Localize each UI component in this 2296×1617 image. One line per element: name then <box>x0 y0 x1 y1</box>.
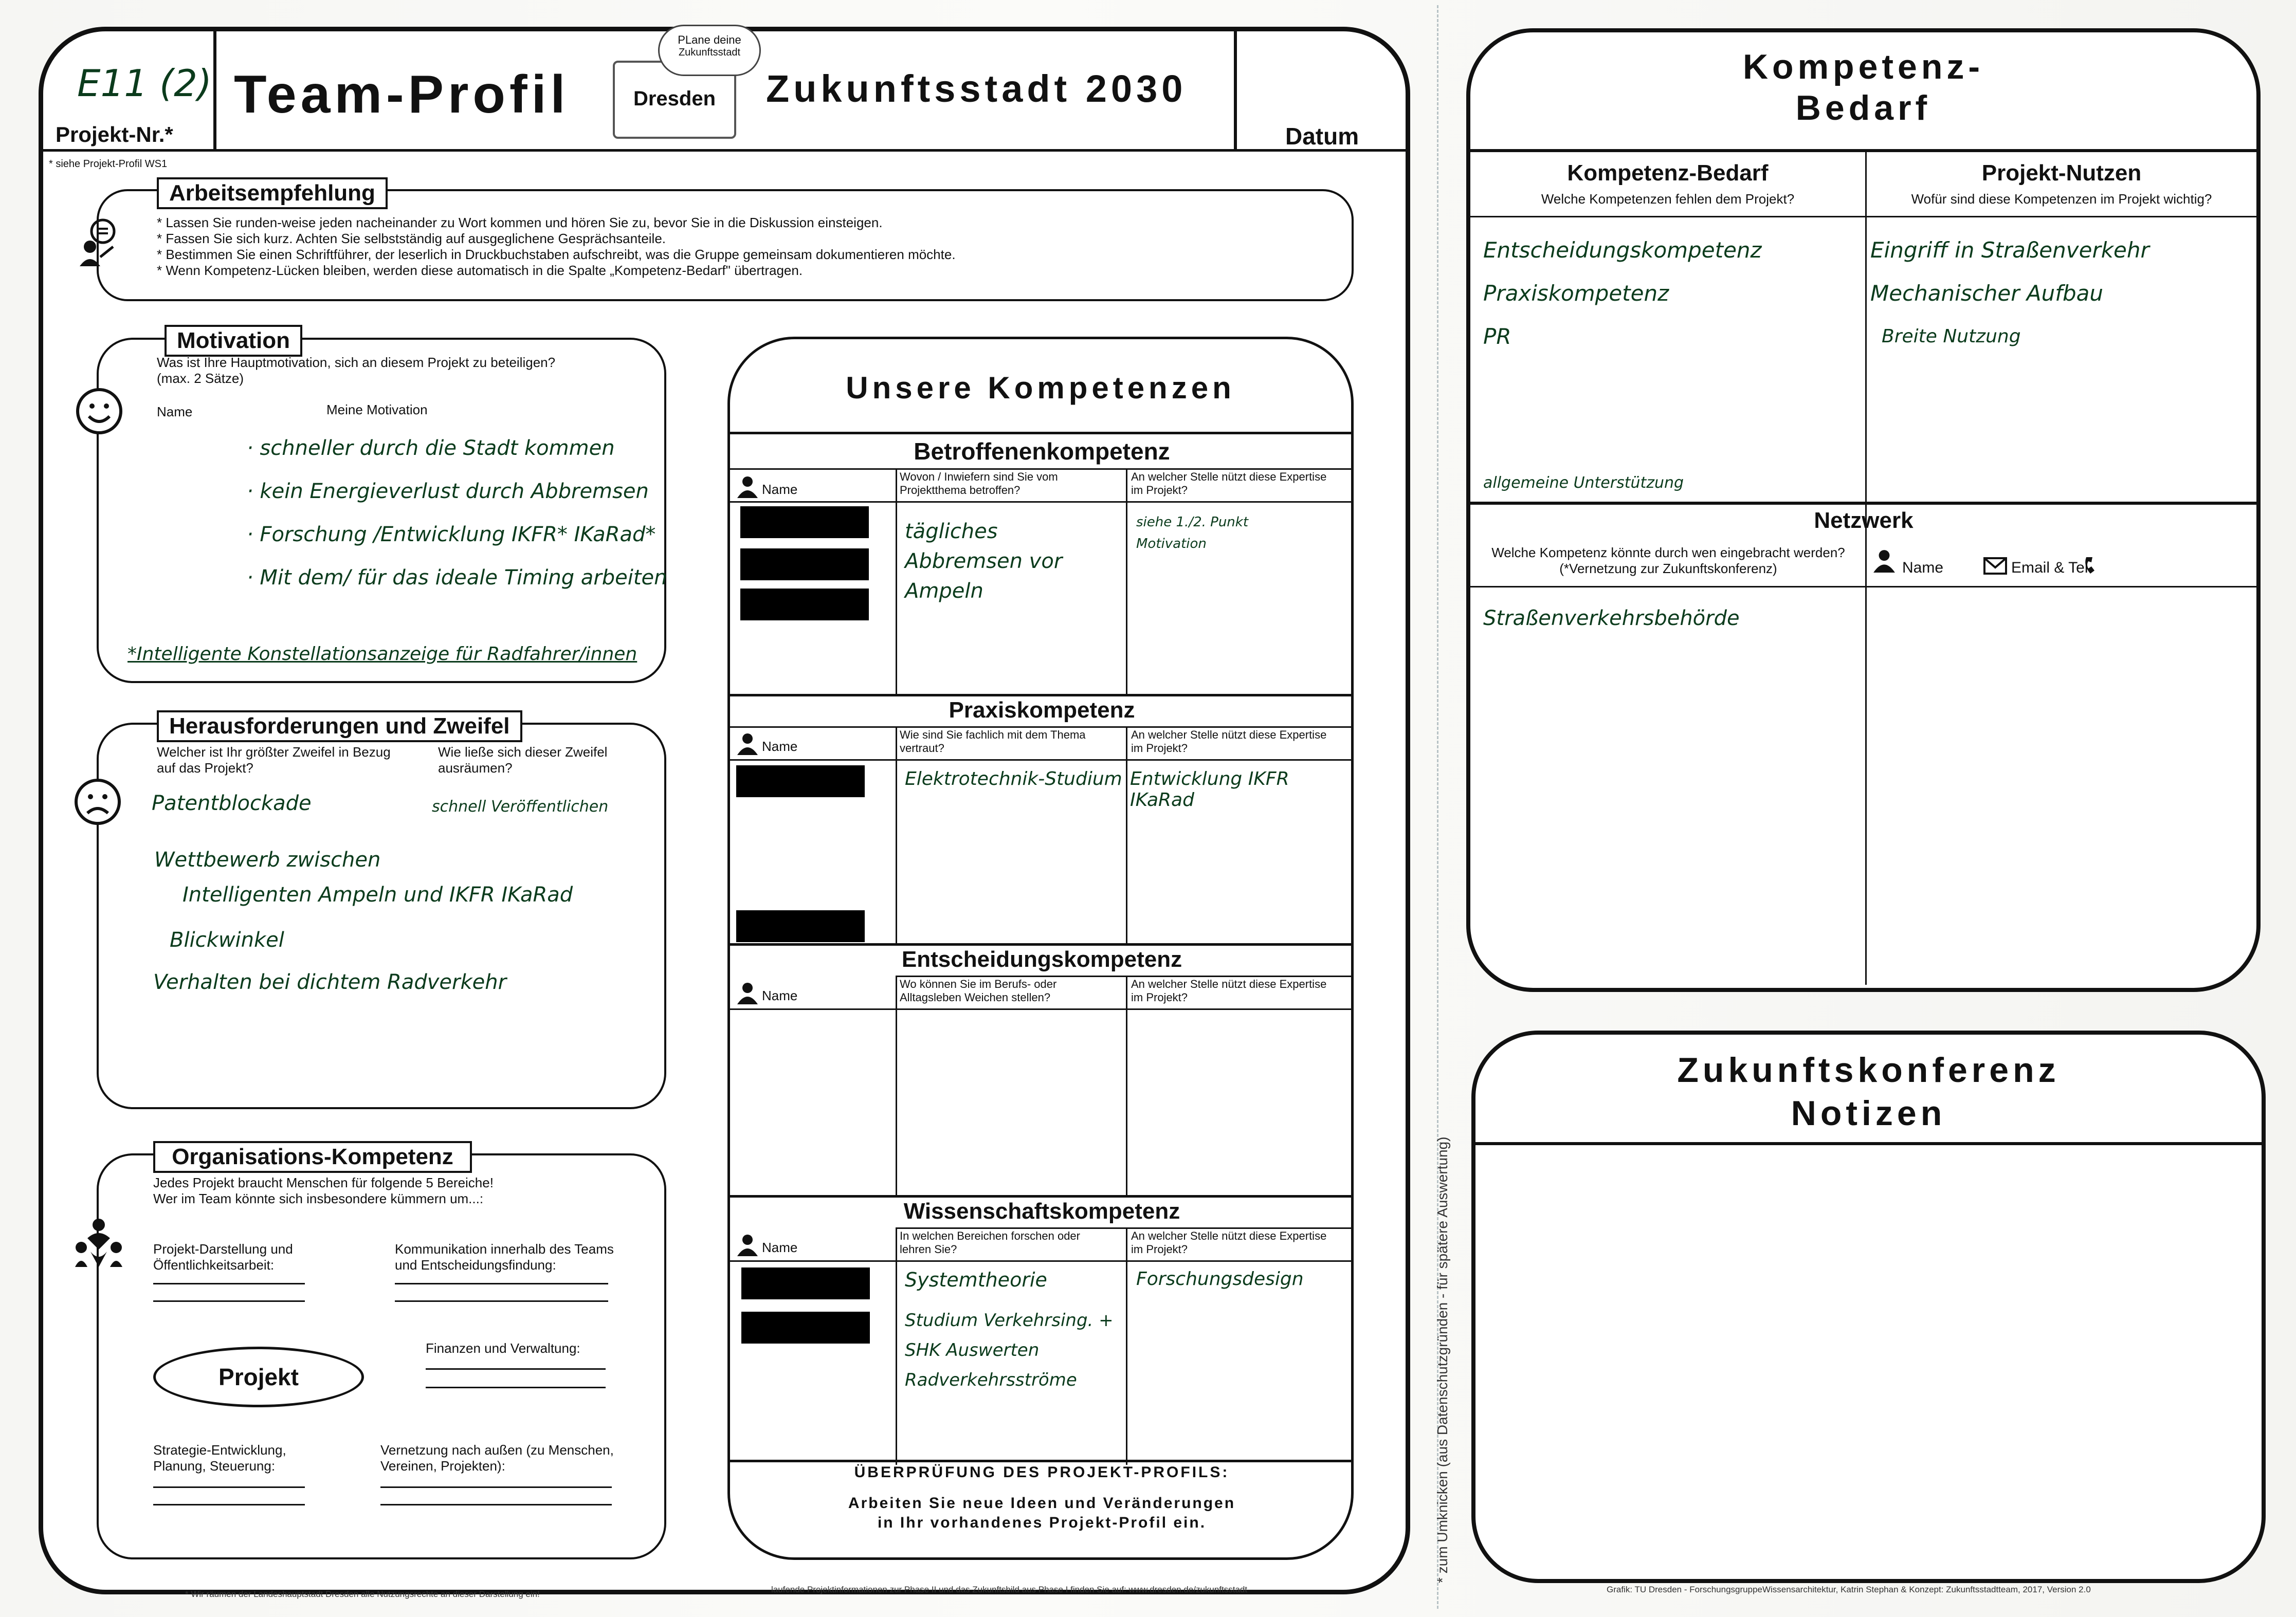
section-answer-2: Entwicklung IKFR IKaRad <box>1130 768 1289 811</box>
section-answer-1b: Studium Verkehrsing. + SHK Auswerten Radverkehrsströme <box>905 1310 1114 1390</box>
motivation-footnote: *Intelligente Konstellationsanzeige für Radfahrer/innen <box>127 644 637 665</box>
organisation-intro <box>153 1175 494 1207</box>
section-q2: An welcher Stelle nützt diese Expertise im Projekt? <box>1131 728 1327 755</box>
side-note: * zum Umknicken (aus Datenschutzgründen - für spätere Auswertung) <box>1434 1136 1450 1583</box>
section-rule <box>730 759 1354 761</box>
arbeitsempfehlung-title: Arbeitsempfehlung <box>157 177 388 209</box>
herausforderungen-box <box>97 723 666 1109</box>
email-icon <box>1983 557 2007 577</box>
organisation-intro-1: Jedes Projekt braucht Menschen für folgende 5 Bereiche! <box>153 1175 494 1190</box>
page-title: Team-Profil <box>234 65 570 124</box>
smiley-happy-icon <box>75 387 124 436</box>
person-icon <box>1872 549 1896 575</box>
section-title: Betroffenenkompetenz <box>914 438 1170 465</box>
organisation-line <box>426 1387 606 1388</box>
motivation-notes <box>247 427 667 599</box>
header-divider-1 <box>213 30 216 151</box>
redacted-name <box>736 765 865 797</box>
section-title: Entscheidungskompetenz <box>901 947 1182 972</box>
check-text <box>730 1494 1354 1533</box>
section-betroffenen <box>730 434 1354 694</box>
bedarf-col1-title: Kompetenz-Bedarf <box>1567 160 1769 186</box>
redacted-name <box>741 1267 870 1299</box>
zukunft-title <box>1471 1049 2266 1135</box>
organisation-line <box>380 1486 612 1488</box>
col-divider <box>896 726 897 946</box>
section-rule <box>730 726 1354 728</box>
herausforderungen-note-4: Verhalten bei dichtem Radverkehr <box>153 970 507 994</box>
herausforderungen-note-1: Patentblockade <box>152 792 312 815</box>
arbeitsempfehlung-item: * Fassen Sie sich kurz. Achten Sie selbstständig auf ausgeglichene Gesprächsanteile. <box>157 231 666 246</box>
footer-left: * Wir räumen der Landeshauptstadt Dresden alle Nutzungsrechte an dieser Darstellung ein! <box>185 1589 540 1599</box>
organisation-line <box>153 1283 305 1284</box>
bedarf-col1-note: Praxiskompetenz <box>1483 281 1669 306</box>
bedarf-title-2: Bedarf <box>1795 88 1931 127</box>
project-nr-label: Projekt-Nr.* <box>56 122 173 146</box>
projekt-ellipse <box>153 1347 364 1407</box>
section-rule <box>896 1227 1354 1229</box>
redacted-name <box>741 1312 870 1344</box>
section-answer-1: tägliches Abbremsen vor Ampeln <box>905 520 1063 603</box>
footer-middle: laufende Projektinformationen zur Phase II und das Zukunftsbild aus Phase I finden Sie auf: www.dresden.de/zukunftsstadt <box>771 1585 1248 1594</box>
section-rule <box>730 1008 1354 1010</box>
bedarf-title <box>1466 46 2261 128</box>
arbeitsempfehlung-item: * Bestimmen Sie einen Schriftführer, der leserlich in Druckbuchstaben aufschreibt, was die Gruppe gemeinsam dokumentieren möchte. <box>157 247 956 262</box>
herausforderungen-note-2b: Intelligenten Ampeln und IKFR IKaRad <box>183 883 573 907</box>
bedarf-col2-note: Breite Nutzung <box>1882 326 2021 347</box>
organisation-area-3: Finanzen und Verwaltung: <box>426 1340 580 1356</box>
motivation-title: Motivation <box>165 325 302 357</box>
organisation-line <box>153 1486 305 1488</box>
arbeitsempfehlung-list <box>157 215 956 279</box>
col-divider <box>1126 726 1127 946</box>
organisation-line <box>395 1283 608 1284</box>
cloud-text-2: Zukunftsstadt <box>678 47 741 58</box>
herausforderungen-title: Herausforderungen und Zweifel <box>157 710 522 742</box>
section-q2: An welcher Stelle nützt diese Expertise im Projekt? <box>1131 978 1327 1004</box>
netzwerk-note: Straßenverkehrsbehörde <box>1483 607 1740 630</box>
bedarf-rule <box>1470 149 2257 152</box>
organisation-line <box>153 1504 305 1505</box>
datum-label: Datum <box>1285 123 1359 150</box>
bedarf-col2-notes <box>1870 229 2149 358</box>
redacted-name <box>736 910 865 942</box>
organisation-line <box>153 1300 305 1302</box>
organisation-title: Organisations-Kompetenz <box>153 1141 472 1173</box>
section-q1: Wo können Sie im Berufs- oder Alltagsleben Weichen stellen? <box>900 978 1057 1004</box>
section-answer-1: Systemtheorie <box>905 1269 1047 1291</box>
netzwerk-title: Netzwerk <box>1814 508 1914 533</box>
section-q1: In welchen Bereichen forschen oder lehren Sie? <box>900 1229 1080 1256</box>
arbeitsempfehlung-item: * Lassen Sie runden-weise jeden nacheinander zu Wort kommen und hören Sie zu, bevor Sie in die Diskussion einsteigen. <box>157 215 883 230</box>
zukunft-title-2: Notizen <box>1791 1094 1946 1133</box>
section-q1: Wie sind Sie fachlich mit dem Thema vertraut? <box>900 728 1086 755</box>
section-q2: An welcher Stelle nützt diese Expertise im Projekt? <box>1131 1229 1327 1256</box>
motivation-note: · Mit dem/ für das ideale Timing arbeiten <box>247 566 667 590</box>
motivation-note: · Forschung /Entwicklung IKFR* IKaRad* <box>247 523 656 546</box>
herausforderungen-note-3: Blickwinkel <box>170 928 284 952</box>
motivation-question-hint: (max. 2 Sätze) <box>157 371 244 386</box>
person-icon <box>736 475 759 501</box>
check-title: ÜBERPRÜFUNG DES PROJEKT-PROFILS: <box>854 1464 1230 1481</box>
section-praxis <box>730 694 1354 943</box>
organisation-area-2: Kommunikation innerhalb des Teams und Entscheidungsfindung: <box>395 1241 614 1273</box>
motivation-question-text: Was ist Ihre Hauptmotivation, sich an diesem Projekt zu beteiligen? <box>157 355 556 370</box>
bedarf-title-1: Kompetenz- <box>1742 47 1984 86</box>
section-title: Wissenschaftskompetenz <box>903 1199 1180 1224</box>
bedarf-rule <box>1470 216 2257 217</box>
herausforderungen-note-1-answer: schnell Veröffentlichen <box>432 798 609 816</box>
cloud-text-1: PLane deine <box>678 33 741 46</box>
check-text-2: in Ihr vorhandenes Projekt-Profil ein. <box>877 1514 1207 1531</box>
herausforderungen-note-2: Wettbewerb zwischen <box>154 848 381 872</box>
bedarf-col1-notes <box>1483 229 1762 358</box>
netzwerk-rule <box>1470 502 2257 505</box>
bedarf-col2-title: Projekt-Nutzen <box>1981 160 2142 186</box>
header-footnote: * siehe Projekt-Profil WS1 <box>49 158 168 170</box>
motivation-col-motivation: Meine Motivation <box>326 402 428 417</box>
check-text-1: Arbeiten Sie neue Ideen und Veränderungen <box>848 1495 1236 1512</box>
section-answer-2: Forschungsdesign <box>1136 1269 1304 1290</box>
herausforderungen-q2: Wie ließe sich dieser Zweifel ausräumen? <box>438 744 608 776</box>
redacted-name <box>740 548 869 580</box>
organisation-line <box>395 1300 608 1302</box>
zukunft-rule <box>1475 1142 2262 1145</box>
header-divider-2 <box>1234 30 1237 151</box>
cloud-bubble <box>658 25 761 76</box>
name-label: Name <box>762 988 798 1003</box>
netzwerk-contact-label: Email & Tel. <box>2011 559 2092 576</box>
kompetenzen-title: Unsere Kompetenzen <box>846 371 1235 405</box>
page-subtitle: Zukunftsstadt 2030 <box>766 67 1187 110</box>
organisation-area-4: Strategie-Entwicklung, Planung, Steuerung: <box>153 1442 286 1474</box>
footer-right: Grafik: TU Dresden - ForschungsgruppeWissensarchitektur, Katrin Stephan & Konzept: Zukunftsstadtteam, 2017, Version 2.0 <box>1607 1585 2091 1594</box>
project-code: E11 (2) <box>77 62 212 105</box>
motivation-note: · schneller durch die Stadt kommen <box>247 436 615 460</box>
kompetenzen-table <box>730 432 1354 1460</box>
section-wissenschaft <box>730 1195 1354 1462</box>
netzwerk-question: Welche Kompetenz könnte durch wen eingebracht werden? (*Vernetzung zur Zukunftskonferenz) <box>1491 545 1845 576</box>
smiley-sad-icon <box>73 777 122 826</box>
bedarf-col-divider <box>1865 151 1867 985</box>
col-divider <box>1126 976 1127 1198</box>
motivation-note: · kein Energieverlust durch Abbremsen <box>247 480 649 503</box>
section-entscheidung <box>730 943 1354 1195</box>
organisation-area-1: Projekt-Darstellung und Öffentlichkeitsarbeit: <box>153 1241 293 1273</box>
section-answer-2: siehe 1./2. Punkt Motivation <box>1136 514 1249 552</box>
section-rule <box>730 1260 1354 1262</box>
redacted-name <box>740 506 869 538</box>
col-divider <box>896 468 897 694</box>
col-divider <box>1126 1227 1127 1465</box>
arbeitsempfehlung-item: * Wenn Kompetenz-Lücken bleiben, werden diese automatisch in die Spalte „Kompetenz-Bedarf" übertragen. <box>157 263 803 278</box>
section-answer-1: Elektrotechnik-Studium <box>905 768 1122 789</box>
phone-icon <box>2083 555 2097 578</box>
redacted-name <box>740 589 869 620</box>
netzwerk-name-label: Name <box>1902 559 1944 576</box>
section-rule <box>730 468 1354 470</box>
section-rule <box>730 501 1354 503</box>
netzwerk-rule <box>1470 586 2257 587</box>
person-icon <box>736 982 759 1007</box>
bedarf-col2-note: Mechanischer Aufbau <box>1870 281 2104 306</box>
name-label: Name <box>762 482 798 497</box>
section-title: Praxiskompetenz <box>949 697 1135 723</box>
projekt-label: Projekt <box>218 1364 299 1390</box>
bedarf-col1-note: PR <box>1483 324 1511 349</box>
section-q1: Wovon / Inwiefern sind Sie vom Projektthema betroffen? <box>900 470 1058 497</box>
person-icon <box>736 732 759 758</box>
bedarf-col2-note: Eingriff in Straßenverkehr <box>1870 237 2149 263</box>
herausforderungen-q1: Welcher ist Ihr größter Zweifel in Bezug auf das Projekt? <box>157 744 391 776</box>
bedarf-col2-q: Wofür sind diese Kompetenzen im Projekt wichtig? <box>1911 191 2212 207</box>
speech-person-icon <box>75 216 126 267</box>
col-divider <box>896 976 897 1198</box>
city-label: Dresden <box>633 87 716 110</box>
section-rule <box>896 976 1354 977</box>
team-icon <box>72 1216 125 1269</box>
organisation-area-5: Vernetzung nach außen (zu Menschen, Vereinen, Projekten): <box>380 1442 614 1474</box>
organisation-line <box>426 1368 606 1370</box>
name-label: Name <box>762 1240 798 1255</box>
motivation-question <box>157 355 555 387</box>
col-divider <box>896 1227 897 1465</box>
motivation-col-name: Name <box>157 404 193 419</box>
col-divider <box>1126 468 1127 694</box>
organisation-line <box>380 1504 612 1505</box>
name-label: Name <box>762 739 798 754</box>
section-q2: An welcher Stelle nützt diese Expertise im Projekt? <box>1131 470 1327 497</box>
person-icon <box>736 1234 759 1259</box>
organisation-intro-2: Wer im Team könnte sich insbesondere kümmern um...: <box>153 1191 484 1206</box>
zukunft-title-1: Zukunftskonferenz <box>1677 1051 2060 1090</box>
bedarf-col1-bottom: allgemeine Unterstützung <box>1483 474 1684 492</box>
bedarf-col1-note: Entscheidungskompetenz <box>1483 237 1762 263</box>
bedarf-col1-q: Welche Kompetenzen fehlen dem Projekt? <box>1541 191 1795 207</box>
